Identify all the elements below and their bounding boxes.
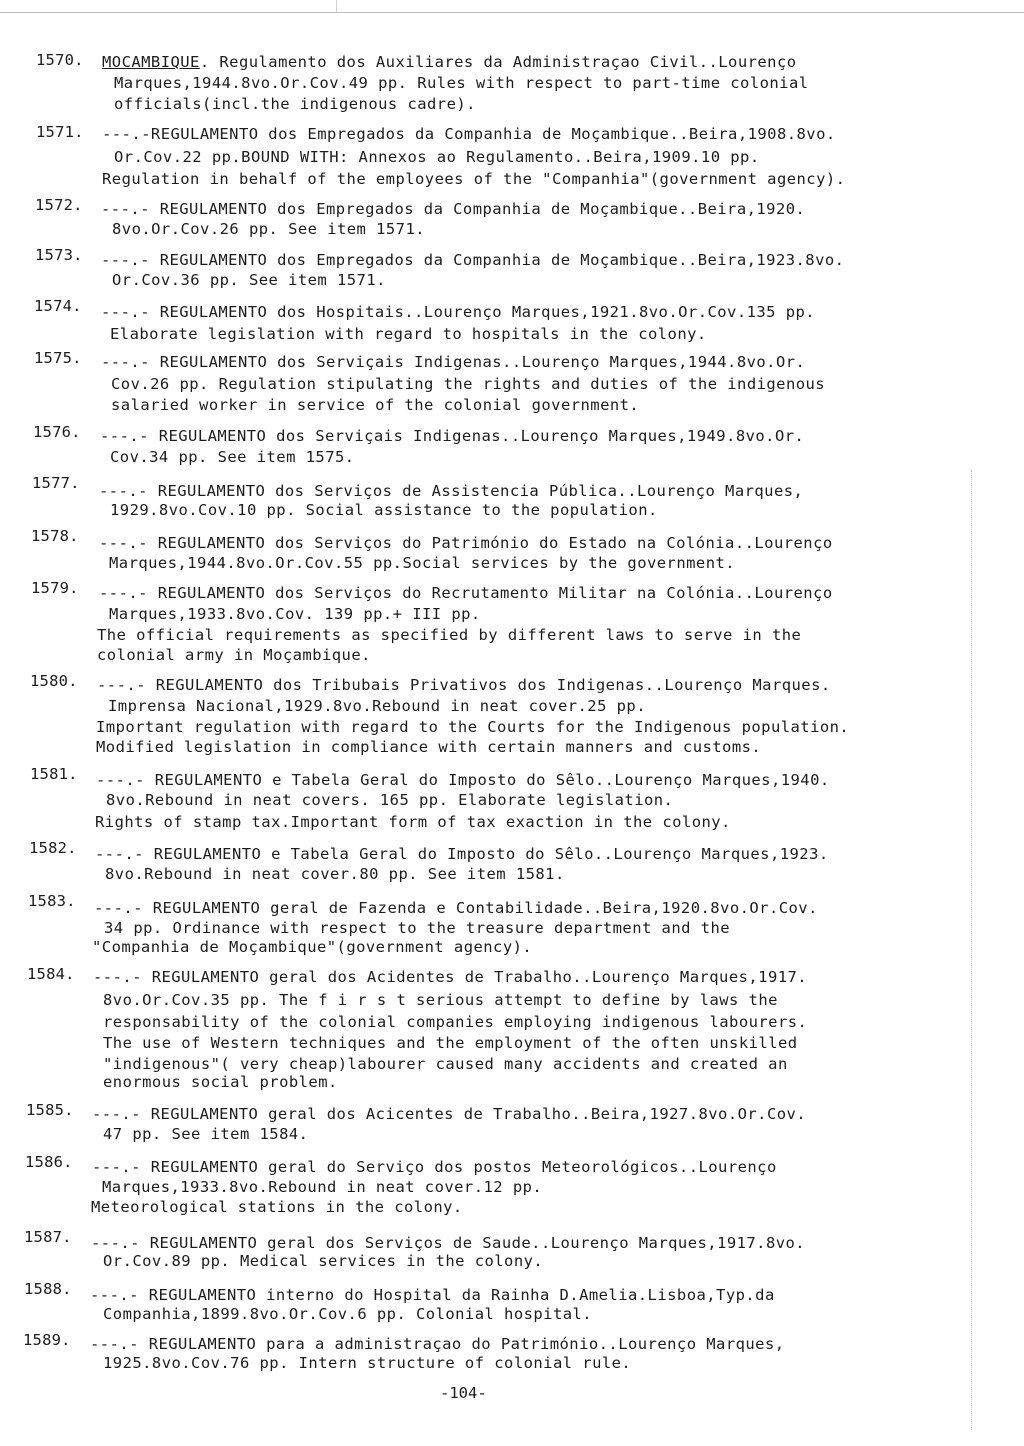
entry-line: ---.- REGULAMENTO dos Hospitais..Lourenço Marques,1921.8vo.Or.Cov.135 pp. bbox=[101, 303, 816, 321]
entry-number: 1572. bbox=[35, 196, 83, 214]
entry-line: ---.- REGULAMENTO geral dos Serviços de Saude..Lourenço Marques,1917.8vo. bbox=[91, 1234, 806, 1252]
entry-line: Elaborate legislation with regard to hospitals in the colony. bbox=[110, 325, 707, 343]
entry-line: "Companhia de Moçambique"(government agency). bbox=[92, 938, 533, 956]
entry-number: 1589. bbox=[23, 1331, 71, 1349]
entry-line: Imprensa Nacional,1929.8vo.Rebound in neat cover.25 pp. bbox=[108, 697, 646, 715]
entry-line: 8vo.Or.Cov.35 pp. The f i r s t serious attempt to define by laws the bbox=[103, 991, 778, 1009]
entry-line: Meteorological stations in the colony. bbox=[91, 1198, 463, 1216]
entry-line: ---.- REGULAMENTO dos Serviços do Património do Estado na Colónia..Lourenço bbox=[99, 534, 833, 552]
entry-number: 1582. bbox=[29, 839, 77, 857]
entry-line: Marques,1933.8vo.Rebound in neat cover.12 pp. bbox=[102, 1178, 543, 1196]
entry-number: 1580. bbox=[30, 672, 78, 690]
entry-line: Regulation in behalf of the employees of the "Companhia"(government agency). bbox=[102, 170, 846, 188]
entry-line: Modified legislation in compliance with certain manners and customs. bbox=[96, 738, 762, 756]
entry-line: Or.Cov.89 pp. Medical services in the colony. bbox=[103, 1252, 544, 1270]
entry-line: ---.- REGULAMENTO dos Serviços do Recrutamento Militar na Colónia..Lourenço bbox=[99, 584, 833, 602]
entry-line: 1929.8vo.Cov.10 pp. Social assistance to the population. bbox=[110, 501, 658, 519]
entry-line: 8vo.Rebound in neat covers. 165 pp. Elaborate legislation. bbox=[106, 791, 674, 809]
right-margin-specks bbox=[971, 470, 972, 1430]
entry-number: 1578. bbox=[31, 527, 79, 545]
entry-number: 1575. bbox=[34, 349, 82, 367]
entry-line: ---.- REGULAMENTO para a administraçao do Património..Lourenço Marques, bbox=[90, 1335, 785, 1353]
entry-line: ---.- REGULAMENTO dos Empregados da Companhia de Moçambique..Beira,1920. bbox=[101, 200, 806, 218]
top-edge-rule bbox=[0, 12, 1024, 13]
entry-line: ---.- REGULAMENTO geral do Serviço dos postos Meteorológicos..Lourenço bbox=[92, 1158, 777, 1176]
entry-number: 1581. bbox=[30, 765, 78, 783]
entry-line: Or.Cov.36 pp. See item 1571. bbox=[112, 271, 386, 289]
entry-line: enormous social problem. bbox=[103, 1073, 338, 1091]
entry-line: Important regulation with regard to the Courts for the Indigenous population. bbox=[96, 718, 850, 736]
entry-number: 1588. bbox=[24, 1280, 72, 1298]
entry-line: The use of Western techniques and the employment of the often unskilled bbox=[103, 1034, 798, 1052]
entry-line: ---.- REGULAMENTO interno do Hospital da Rainha D.Amelia.Lisboa,Typ.da bbox=[90, 1286, 775, 1304]
entry-line: ---.-REGULAMENTO dos Empregados da Companhia de Moçambique..Beira,1908.8vo. bbox=[102, 125, 836, 143]
entry-number: 1571. bbox=[36, 123, 84, 141]
entry-line: ---.- REGULAMENTO e Tabela Geral do Imposto do Sêlo..Lourenço Marques,1923. bbox=[95, 845, 829, 863]
entry-line: ---.- REGULAMENTO geral dos Acicentes de Trabalho..Beira,1927.8vo.Or.Cov. bbox=[92, 1105, 807, 1123]
entry-number: 1570. bbox=[36, 51, 84, 69]
entry-line: Cov.34 pp. See item 1575. bbox=[110, 448, 355, 466]
entry-line: Cov.26 pp. Regulation stipulating the rights and duties of the indigenous bbox=[111, 375, 826, 393]
entry-number: 1573. bbox=[35, 246, 83, 264]
entry-line: Companhia,1899.8vo.Or.Cov.6 pp. Colonial hospital. bbox=[103, 1305, 593, 1323]
entry-line: ---.- REGULAMENTO dos Serviços de Assistencia Pública..Lourenço Marques, bbox=[99, 482, 804, 500]
entry-line-text: . Regulamento dos Auxiliares da Administraçao Civil..Lourenço bbox=[199, 53, 797, 71]
entry-number: 1579. bbox=[31, 579, 79, 597]
entry-line: colonial army in Moçambique. bbox=[97, 646, 371, 664]
entry-line: ---.- REGULAMENTO dos Tribubais Privativos dos Indigenas..Lourenço Marques. bbox=[97, 676, 831, 694]
entry-number: 1577. bbox=[32, 474, 80, 492]
entry-line: salaried worker in service of the colonial government. bbox=[111, 396, 640, 414]
entry-number: 1586. bbox=[25, 1153, 73, 1171]
entry-number: 1583. bbox=[28, 892, 76, 910]
entry-line: 8vo.Or.Cov.26 pp. See item 1571. bbox=[112, 220, 426, 238]
entry-line: ---.- REGULAMENTO dos Empregados da Companhia de Moçambique..Beira,1923.8vo. bbox=[101, 251, 845, 269]
entry-line: 34 pp. Ordinance with respect to the treasure department and the bbox=[104, 919, 731, 937]
top-edge-mark bbox=[336, 0, 337, 12]
entry-line: ---.- REGULAMENTO dos Serviçais Indigenas..Lourenço Marques,1949.8vo.Or. bbox=[100, 427, 805, 445]
entry-line: ---.- REGULAMENTO dos Serviçais Indigenas..Lourenço Marques,1944.8vo.Or. bbox=[101, 353, 806, 371]
entry-line bbox=[102, 52, 797, 72]
entry-number: 1574. bbox=[34, 297, 82, 315]
entry-line: Marques,1944.8vo.Or.Cov.49 pp. Rules with respect to part-time colonial bbox=[114, 74, 809, 92]
entry-number: 1587. bbox=[24, 1228, 72, 1246]
entry-line: ---.- REGULAMENTO geral dos Acidentes de Trabalho..Lourenço Marques,1917. bbox=[93, 968, 808, 986]
entry-line: responsability of the colonial companies employing indigenous labourers. bbox=[103, 1013, 808, 1031]
entry-line: Rights of stamp tax.Important form of tax exaction in the colony. bbox=[95, 813, 731, 831]
entry-number: 1576. bbox=[33, 423, 81, 441]
entry-line: Marques,1933.8vo.Cov. 139 pp.+ III pp. bbox=[109, 605, 481, 623]
entry-line: 47 pp. See item 1584. bbox=[103, 1125, 309, 1143]
entry-line: ---.- REGULAMENTO e Tabela Geral do Imposto do Sêlo..Lourenço Marques,1940. bbox=[96, 771, 830, 789]
entry-line: Or.Cov.22 pp.BOUND WITH: Annexos ao Regulamento..Beira,1909.10 pp. bbox=[114, 148, 760, 166]
entry-number: 1585. bbox=[26, 1101, 74, 1119]
entry-line: officials(incl.the indigenous cadre). bbox=[114, 95, 476, 113]
entry-number: 1584. bbox=[27, 965, 75, 983]
entry-keyword: MOCAMBIQUE bbox=[102, 53, 200, 71]
entry-line: The official requirements as specified by different laws to serve in the bbox=[97, 626, 802, 644]
entry-line: 8vo.Rebound in neat cover.80 pp. See item 1581. bbox=[105, 865, 565, 883]
entry-line: ---.- REGULAMENTO geral de Fazenda e Contabilidade..Beira,1920.8vo.Or.Cov. bbox=[94, 899, 818, 917]
entry-line: Marques,1944.8vo.Or.Cov.55 pp.Social services by the government. bbox=[109, 554, 736, 572]
page-number: -104- bbox=[440, 1384, 487, 1402]
entry-line: 1925.8vo.Cov.76 pp. Intern structure of colonial rule. bbox=[103, 1354, 632, 1372]
entry-line: "indigenous"( very cheap)labourer caused many accidents and created an bbox=[103, 1055, 788, 1073]
